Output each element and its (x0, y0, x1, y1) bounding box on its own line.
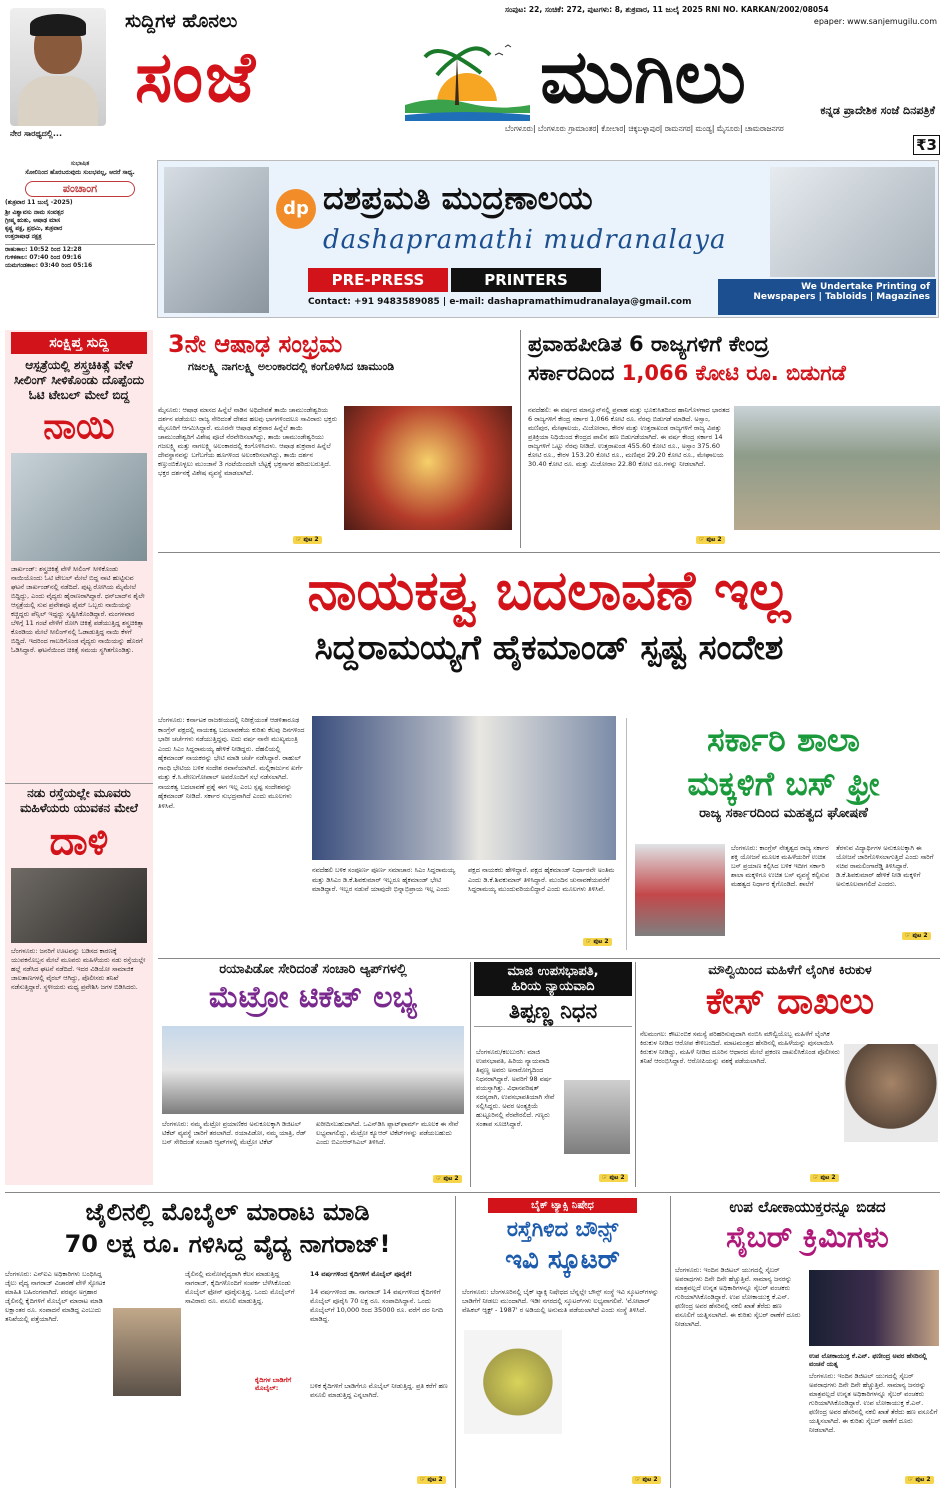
panchanga-times (5, 244, 155, 270)
sidebar-header: ಸಂಕ್ಷಿಪ್ತ ಸುದ್ದಿ (11, 332, 147, 354)
story-flood-body: ನವದೆಹಲಿ: ಈ ವರ್ಷದ ಮಾನ್ಸೂನ್‌ನಲ್ಲಿ ಪ್ರವಾಹ ಮತ್ತು ಭೂಕುಸಿತದಿಂದ ಹಾನಿಗೊಳಗಾದ ಭಾರತದ 6 ರಾಜ್ಯಗಳಿಗೆ ಕೇಂದ್ರ ಸರ್ಕಾರ 1,066 ಕೋಟಿ ರೂ. ನೆರವು ಬಿಡುಗಡೆ ಮಾಡಿದೆ. ಅಸ್ಸಾಂ, ಮಣಿಪುರ, ಮೇಘಾಲಯ, ಮಿಜೋರಾಂ, ಕೇರಳ ಮತ್ತು ಉತ್ತರಾಖಂಡ ರಾಜ್ಯಗಳಿಗೆ ರಾಜ್ಯ ವಿಪತ್ತು ಪ್ರತಿಕ್ರಿಯಾ ನಿಧಿಯಿಂದ ಕೇಂದ್ರದ ಪಾಲಿನ ಹಣ ಬಿಡುಗಡೆಯಾಗಿದೆ. ಈ ವರ್ಷ ಕೇಂದ್ರ ಸರ್ಕಾರ 14 ರಾಜ್ಯಗಳಿಗೆ ಒಟ್ಟು ನೆರವು ನೀಡಿದೆ. ಉತ್ತರಾಖಂಡ 455.60 ಕೋಟಿ ರೂ., ಅಸ್ಸಾಂ 375.60 ಕೋಟಿ ರೂ., ಕೇರಳ 153.20 ಕೋಟಿ ರೂ., ಮಣಿಪುರ 29.20 ಕೋಟಿ ರೂ., ಮೇಘಾಲಯ 30.40 ಕೋಟಿ ರೂ. ಮತ್ತು ಮಿಜೋರಾಂ 22.80 ಕೋಟಿ ರೂ.ಗಳನ್ನು ನೀಡಲಾಗಿದೆ. (528, 406, 730, 468)
sidebar-story1-big: ನಾಯಿ (43, 406, 115, 447)
story-case-filed (640, 962, 940, 1187)
obituary-headline-2: ಹಿರಿಯ ನ್ಯಾಯವಾದಿ (511, 979, 595, 994)
story-flood-headline-1: ಪ್ರವಾಹಪೀಡಿತ 6 ರಾಜ್ಯಗಳಿಗೆ ಕೇಂದ್ರ (528, 332, 769, 356)
jail-side-head: ಕೈದಿಗಳ ಬಾಡಿಗೆಗೆ ಮೊಬೈಲ್: (255, 1376, 292, 1392)
epaper-link[interactable]: epaper: www.sanjemugilu.com (813, 17, 937, 26)
rahukala: ರಾಹುಕಾಲ: 10:52 ರಿಂದ 12:28 (5, 244, 155, 254)
story-cyber-crime (675, 1196, 940, 1488)
story-ashadha-more[interactable]: ☞ ಪುಟ 2 (293, 536, 322, 544)
story-metro-body: ಬೆಂಗಳೂರು: ನಮ್ಮ ಮೆಟ್ರೋ ಪ್ರಯಾಣಿಕರ ಅನುಕೂಲಕ್ಕಾಗಿ ಡಿಜಿಟಲ್ ಟಿಕೆಟ್ ವ್ಯವಸ್ಥೆ ಜಾರಿಗೆ ತರಲಾಗಿದೆ. ರಯಾಪಿಡೋ, ನಮ್ಮ ಯಾತ್ರಿ, ರೆಡ್ ಬಸ್ ಸೇರಿದಂತೆ ಸಂಚಾರಿ ಆ್ಯಪ್‌ಗಳಲ್ಲಿ ಮೆಟ್ರೋ ಟಿಕೆಟ್ ಖರೀದಿಸಬಹುದಾಗಿದೆ. ಒಎನ್‌ಡಿಸಿ ಪ್ಲಾಟ್‌ಫಾರ್ಮ್ ಮೂಲಕ ಈ ಸೇವೆ ಲಭ್ಯವಾಗಲಿದ್ದು, ಮೆಟ್ರೋ ಕ್ಯೂಆರ್ ಟಿಕೆಟ್‌ಗಳನ್ನು ಪಡೆಯಬಹುದು ಎಂದು ಬಿಎಂಆರ್‌ಸಿಎಲ್ ತಿಳಿಸಿದೆ. (162, 1120, 459, 1146)
quote-heading: ಸುಭಾಷಿತ (70, 160, 90, 167)
chamundi-photo (344, 406, 512, 530)
sidebar-story2-big: ದಾಳಿ (49, 819, 109, 863)
ad-contact: Contact: +91 9483589085 | e-mail: dashapramathimudranalaya@gmail.com (308, 297, 692, 307)
story-bus-headline-1: ಸರ್ಕಾರಿ ಶಾಲಾ (707, 720, 860, 759)
cyber-photo (809, 1270, 939, 1346)
obituary-head-box (474, 962, 632, 996)
school-bus-photo (635, 844, 725, 936)
story-metro-headline-1: ರಯಾಪಿಡೋ ಸೇರಿದಂತೆ ಸಂಚಾರಿ ಆ್ಯಪ್‌ಗಳಲ್ಲಿ (219, 962, 407, 977)
story-bus-headline-2: ಮಕ್ಕಳಿಗೆ ಬಸ್ ಫ್ರೀ (687, 764, 880, 803)
story-bus-more[interactable]: ☞ ಪುಟ 2 (902, 932, 931, 940)
flood-photo (734, 406, 940, 530)
story-ashadha-subhead: ಗಜಲಕ್ಷ್ಮಿ ನಾಗಲಕ್ಷ್ಮಿ ಅಲಂಕಾರದಲ್ಲಿ ಕಂಗೊಳಿಸಿದ ಚಾಮುಂಡಿ (188, 360, 395, 373)
cyber-more[interactable]: ☞ ಪುಟ 2 (905, 1476, 934, 1484)
masthead-tagline: ಸುದ್ದಿಗಳ ಹೊನಲು (125, 10, 238, 32)
story-metro-more[interactable]: ☞ ಪುಟ 2 (433, 1175, 462, 1183)
bounce-badge: ಬೈಕ್ ಟ್ಯಾಕ್ಸಿ ನಿಷೇಧ (488, 1198, 637, 1213)
ad-services-box (718, 279, 936, 315)
bounce-headline-2: ಇವಿ ಸ್ಕೂಟರ್ (505, 1245, 620, 1275)
obituary-headline-3: ತಿಪ್ಪಣ್ಣ ನಿಧನ (474, 996, 632, 1027)
story-flood-relief (528, 330, 940, 548)
story-ashadha-headline: 3ನೇ ಆಷಾಢ ಸಂಭ್ರಮ (168, 330, 343, 358)
bounce-more[interactable]: ☞ ಪುಟ 2 (632, 1476, 661, 1484)
masthead-title-left: ಸಂಜೆ (135, 36, 258, 118)
story-bounce-scooter (460, 1196, 665, 1488)
obituary-body: ಬೆಂಗಳೂರು/ಕಲಬುರಗಿ: ಮಾಜಿ ಉಪಸಭಾಪತಿ, ಹಿರಿಯ ನ್ಯಾಯವಾದಿ ತಿಪ್ಪಣ್ಣ ಅವರು ಅನಾರೋಗ್ಯದಿಂದ ನಿಧನರಾಗಿದ್ದಾರೆ. ಅವರಿಗೆ 98 ವರ್ಷ ವಯಸ್ಸಾಗಿತ್ತು. ವಿಧಾನಪರಿಷತ್ ಸದಸ್ಯರಾಗಿ, ಉಪಸಭಾಪತಿಯಾಗಿ ಸೇವೆ ಸಲ್ಲಿಸಿದ್ದರು. ಅವರ ಅಂತ್ಯಕ್ರಿಯೆ ಹುಟ್ಟೂರಿನಲ್ಲಿ ನೆರವೇರಲಿದೆ. ಗಣ್ಯರು ಸಂತಾಪ ಸೂಚಿಸಿದ್ದಾರೆ. (476, 1048, 555, 1128)
panchanga-title: ಪಂಚಾಂಗ (25, 181, 135, 197)
sidebar-story1-headline: ಆಸ್ಪತ್ರೆಯಲ್ಲಿ ಶಸ್ತ್ರಚಿಕಿತ್ಸೆ ವೇಳೆ ಸೀಲಿಂಗ್ ಸೀಳಿಕೊಂಡು ದೊಪ್ಪೆಂದು ಓಟಿ ಟೇಬಲ್ ಮೇಲೆ ಬಿದ್ದ (13, 358, 145, 402)
issue-line: ಸಂಪುಟ: 22, ಸಂಚಿಕೆ: 272, ಪುಟಗಳು: 8, ಶುಕ್ರವಾರ, 11 ಜುಲೈ 2025 RNI NO. KARKAN/2002/08054 (505, 5, 829, 14)
cyber-subhead: ಉಪ ಲೋಕಾಯುಕ್ತ ಕೆ.ಎನ್. ಫಣೀಂದ್ರ ಅವರ ಹೆಸರಿನಲ್ಲಿ ವಂಚನೆ ಯತ್ನ (809, 1352, 927, 1368)
ad-press-photo-right (770, 167, 935, 277)
case-body: ನೆಲಮಂಗಲ: ಕೌಟುಂಬಿಕ ಸಮಸ್ಯೆ ಪರಿಹರಿಸುವುದಾಗಿ ನಂಬಿಸಿ ಮೌಲ್ವಿಯೊಬ್ಬ ಮಹಿಳೆಗೆ ಲೈಂಗಿಕ ಕಿರುಕುಳ ನೀಡಿದ ಆರೋಪ ಕೇಳಿಬಂದಿದೆ. ಮಾಟಮಂತ್ರದ ಹೆಸರಿನಲ್ಲಿ ಮಹಿಳೆಯನ್ನು ಪುಸಲಾಯಿಸಿ ಕಿರುಕುಳ ನೀಡಿದ್ದು, ಮಹಿಳೆ ನೀಡಿದ ದೂರಿನ ಆಧಾರದ ಮೇಲೆ ಪ್ರಕರಣ ದಾಖಲಿಸಿಕೊಂಡ ಪೊಲೀಸರು ತನಿಖೆ ಆರಂಭಿಸಿದ್ದಾರೆ. ಆರೋಪಿಯನ್ನು ವಶಕ್ಕೆ ಪಡೆಯಲಾಗಿದೆ. (640, 1030, 840, 1065)
obituary-headline-1: ಮಾಜಿ ಉಪಸಭಾಪತಿ, (507, 964, 599, 979)
story-jail-mobile (5, 1196, 450, 1488)
story-flood-headline-2b: 1,066 ಕೋಟಿ ರೂ. ಬಿಡುಗಡೆ (621, 361, 846, 385)
story-obituary (474, 962, 632, 1187)
story-ashadha (158, 330, 516, 548)
ad-press-photo-left (164, 167, 269, 313)
cyber-body-2: ಬೆಂಗಳೂರು: ಇಂದಿನ ಡಿಜಿಟಲ್ ಯುಗದಲ್ಲಿ ಸೈಬರ್ ಅಪರಾಧಗಳು ದಿನೇ ದಿನೇ ಹೆಚ್ಚುತ್ತಿವೆ. ಸಾಮಾನ್ಯ ಜನರನ್ನು ಮಾತ್ರವಲ್ಲದೆ ಉನ್ನತ ಅಧಿಕಾರಿಗಳನ್ನೂ ಸೈಬರ್ ವಂಚಕರು ಗುರಿಯಾಗಿಸಿಕೊಂಡಿದ್ದಾರೆ. ಉಪ ಲೋಕಾಯುಕ್ತ ಕೆ.ಎನ್. ಫಣೀಂದ್ರ ಅವರ ಹೆಸರಿನಲ್ಲಿ ನಕಲಿ ಖಾತೆ ತೆರೆದು ಹಣ ವಸೂಲಿಗೆ ಯತ್ನಿಸಲಾಗಿದೆ. ಈ ಕುರಿತು ಸೈಬರ್ ಠಾಣೆಗೆ ದೂರು ನೀಡಲಾಗಿದೆ. (809, 1372, 938, 1434)
editor-caption: ನೇರ ಸಾರಥ್ಯದಲ್ಲಿ... (10, 129, 62, 138)
ad-name-english: dashapramathi mudranalaya (323, 225, 727, 255)
panchanga-box (5, 160, 155, 325)
ad-services-line2: Newspapers | Tabloids | Magazines (753, 292, 930, 302)
jail-body-2: ಜೈಲಿನಲ್ಲಿ ಮನೋವೈದ್ಯರಾಗಿ ಕೆಲಸ ಮಾಡುತ್ತಿದ್ದ ನಾಗರಾಜ್, ಕೈದಿಗಳೊಂದಿಗೆ ಸಂಪರ್ಕ ಬೆಳೆಸಿಕೊಂಡು ಮೊಬೈಲ್ ಫೋನ್ ಪೂರೈಸುತ್ತಿದ್ದ. ಒಂದು ಮೊಬೈಲ್‌ಗೆ ಸಾವಿರಾರು ರೂ. ವಸೂಲಿ ಮಾಡುತ್ತಿದ್ದ. (185, 1270, 295, 1305)
price-badge: ₹3 (913, 135, 940, 155)
jail-headline-1: ಜೈಲಿನಲ್ಲಿ ಮೊಬೈಲ್ ಮಾರಾಟ ಮಾಡಿ (85, 1198, 370, 1226)
lead-headline: ನಾಯಕತ್ವ ಬದಲಾವಣೆ ಇಲ್ಲ (307, 559, 791, 622)
bounce-headline-1: ರಸ್ತೆಗಿಳಿದ ಬೌನ್ಸ್ (506, 1217, 619, 1241)
printer-ad[interactable] (157, 160, 939, 318)
yamagandakala: ಯಮಗಂಡಕಾಲ: 03:40 ರಿಂದ 05:16 (5, 262, 93, 269)
sidebar-story1-body: ಜಾರ್ಖಂಡ್: ಶಸ್ತ್ರಚಿಕಿತ್ಸೆ ವೇಳೆ ಸೀಲಿಂಗ್ ಸೀಳಿಕೊಂಡು ನಾಯಿಯೊಂದು ಓಟಿ ಟೇಬಲ್ ಮೇಲೆ ಬಿದ್ದ ನಾಟಿ ಹುಟ್ಟಿಸುವ ಘಟನೆ ಜಾರ್ಖಂಡ್‌ನಲ್ಲಿ ನಡೆದಿದೆ. ಪುಟ್ಟ ರೋಗಿಯ ಮೈಮೇಲೆ ಬಿದ್ದಿದ್ದು, ಎಂದು ವೈದ್ಯರು ಹೈರಾಣರಾಗಿದ್ದಾರೆ. ಧನ್‌ಬಾದ್‌ನ ಶೈಲೇ ಆಸ್ಪತ್ರೆಯಲ್ಲಿ ಸುವ ಪ್ರವೇಶವೂ ಫೈಮ್ ಒಬ್ಬರು ನಾಯಿಯನ್ನು ಕಚ್ಚಿದ್ದರು ಪೆನ್ಸಿಲ್ ಇದ್ದದ್ದು ಸೃಷ್ಟಿಸಿಕೊಂಡಿದ್ದಾರೆ. ಮಂಗಳವಾರ ಬೆಳಿಗ್ಗೆ 11 ಗಂಟೆ ವೇಳೆಗೆ ರೋಗಿ ಚಿಕಿತ್ಸೆ ಪಡೆಯುತ್ತಿದ್ದ ಶಸ್ತ್ರಚಿಕಿತ್ಸಾ ಕೊಠಡಿಯ ಮೇಲೆ ಸೀಲಿಂಗ್‌ನಲ್ಲಿ ಓಡಾಡುತ್ತಿದ್ದ ನಾಯಿ ಕೆಳಗೆ ಬಿದ್ದಿದೆ. ಇದರಿಂದ ಗಾಬರಿಗೊಂಡ ವೈದ್ಯರು ನಾಯಿಯನ್ನು ಹೊರಗೆ ಓಡಿಸಿದ್ದಾರೆ. ಘಟನೆಯಿಂದ ಚಿಕಿತ್ಸೆ ಸಮಯ ಸ್ಥಗಿತಗೊಂಡಿತ್ತು. (11, 565, 145, 654)
doctor-nagaraj-photo (113, 1308, 181, 1396)
lead-more[interactable]: ☞ ಪುಟ 2 (583, 938, 612, 946)
jail-body-4: ಬಳಿಕ ಕೈದಿಗಳಿಗೆ ಬಾಡಿಗೆಗೂ ಮೊಬೈಲ್ ನೀಡುತ್ತಿದ್ದ. ಪ್ರತಿ ಕರೆಗೆ ಹಣ ವಸೂಲಿ ಮಾಡುತ್ತಿದ್ದ ಎನ್ನಲಾಗಿದೆ. (310, 1382, 448, 1399)
metro-event-photo (162, 1026, 464, 1114)
bounce-body: ಬೆಂಗಳೂರು: ಬೆಂಗಳೂರಿನಲ್ಲಿ ಬೈಕ್ ಟ್ಯಾಕ್ಸಿ ನಿಷೇಧದ ಬೆನ್ನಲ್ಲೇ ಬೌನ್ಸ್ ಸಂಸ್ಥೆ ಇವಿ ಸ್ಕೂಟರ್‌ಗಳನ್ನು ಬಾಡಿಗೆಗೆ ನೀಡಲು ಮುಂದಾಗಿದೆ. ಇಡೀ ನಗರದಲ್ಲಿ ಸ್ಕೂಟರ್‌ಗಳು ಲಭ್ಯವಾಗಲಿವೆ. 'ಮೋಟಾರ್ ವೆಹಿಕಲ್ ಆ್ಯಕ್ಟ್ - 1987' ರ ಅಡಿಯಲ್ಲಿ ಅನುಮತಿ ಪಡೆಯಲಾಗಿದೆ ಎಂದು ಸಂಸ್ಥೆ ತಿಳಿಸಿದೆ. (462, 1288, 659, 1314)
story-flood-headline-2a: ಸರ್ಕಾರದಿಂದ (528, 361, 615, 385)
jail-body-3: 14 ವರ್ಷಗಳಿಂದ ಡಾ. ನಾಗರಾಜ್ 14 ವರ್ಷಗಳಿಂದ ಕೈದಿಗಳಿಗೆ ಮೊಬೈಲ್ ಪೂರೈಸಿ 70 ಲಕ್ಷ ರೂ. ಸಂಪಾದಿಸಿದ್ದಾನೆ. ಒಂದು ಮೊಬೈಲ್‌ಗೆ 10,000 ರಿಂದ 35000 ರೂ. ವರೆಗೆ ದರ ನಿಗದಿ ಮಾಡಿದ್ದ. (310, 1288, 444, 1323)
cyber-headline-1: ಉಪ ಲೋಕಾಯುಕ್ತರನ್ನೂ ಬಿಡದ (729, 1198, 886, 1216)
panchanga-item: ಉತ್ತರಾಷಾಢ ನಕ್ಷತ್ರ (5, 233, 42, 240)
jail-column-head: 14 ವರ್ಷಗಳಿಂದ ಕೈದಿಗಳಿಗೆ ಮೊಬೈಲ್ ಪೂರೈಕೆ! (310, 1270, 413, 1278)
regions-line: ಬೆಂಗಳೂರು| ಬೆಂಗಳೂರು ಗ್ರಾಮಾಂತರ| ಕೋಲಾರ| ಚಿಕ್ಕಬಳ್ಳಾಪುರ| ರಾಮನಗರ| ಮಂಡ್ಯ| ಮೈಸೂರು| ಚಾಮರಾಜನಗರ (505, 124, 784, 133)
lead-photo (312, 716, 616, 860)
story-free-bus (626, 718, 940, 950)
jail-body-1: ಬೆಂಗಳೂರು: ಎನ್‌ಐಎ ಅಧಿಕಾರಿಗಳು ಬಂಧಿಸಿದ್ದ ಜೈಲು ವೈದ್ಯ ನಾಗರಾಜ್ ವಿಚಾರಣೆ ವೇಳೆ ಸ್ಫೋಟಕ ಮಾಹಿತಿ ಬಹಿರಂಗವಾಗಿದೆ. ಪರಪ್ಪನ ಅಗ್ರಹಾರ ಜೈಲಿನಲ್ಲಿ ಕೈದಿಗಳಿಗೆ ಮೊಬೈಲ್ ಮಾರಾಟ ಮಾಡಿ ಲಕ್ಷಾಂತರ ರೂ. ಸಂಪಾದನೆ ಮಾಡಿದ್ದ ಎಂಬುದು ತನಿಖೆಯಲ್ಲಿ ಪತ್ತೆಯಾಗಿದೆ. (5, 1270, 106, 1323)
ad-logo: dp (276, 189, 316, 229)
jail-more[interactable]: ☞ ಪುಟ 2 (417, 1476, 446, 1484)
case-headline-2: ಕೇಸ್ ದಾಖಲು (705, 981, 875, 1022)
masthead-title-right: ಮುಗಿಲು (540, 34, 746, 120)
story-flood-headline-2 (528, 358, 940, 388)
panchanga-item: ಶ್ರೀ ವಿಶ್ವಾವಸು ನಾಮ ಸಂವತ್ಸರ (5, 209, 64, 216)
panchanga-item: ಕೃಷ್ಣ ಪಕ್ಷ, ಪ್ರಥಮಿ, ಶುಕ್ರವಾರ (5, 225, 63, 232)
case-headline-1: ಮೌಲ್ವಿಯಿಂದ ಮಹಿಳೆಗೆ ಲೈಂಗಿಕ ಕಿರುಕುಳ (708, 962, 872, 977)
cyber-body: ಬೆಂಗಳೂರು: ಇಂದಿನ ಡಿಜಿಟಲ್ ಯುಗದಲ್ಲಿ ಸೈಬರ್ ಅಪರಾಧಗಳು ದಿನೇ ದಿನೇ ಹೆಚ್ಚುತ್ತಿವೆ. ಸಾಮಾನ್ಯ ಜನರನ್ನು ಮಾತ್ರವಲ್ಲದೆ ಉನ್ನತ ಅಧಿಕಾರಿಗಳನ್ನೂ ಸೈಬರ್ ವಂಚಕರು ಗುರಿಯಾಗಿಸಿಕೊಂಡಿದ್ದಾರೆ. ಉಪ ಲೋಕಾಯುಕ್ತ ಕೆ.ಎನ್. ಫಣೀಂದ್ರ ಅವರ ಹೆಸರಿನಲ್ಲಿ ನಕಲಿ ಖಾತೆ ತೆರೆದು ಹಣ ವಸೂಲಿಗೆ ಯತ್ನಿಸಲಾಗಿದೆ. ಈ ಕುರಿತು ಸೈಬರ್ ಠಾಣೆಗೆ ದೂರು ನೀಡಲಾಗಿದೆ. (675, 1266, 801, 1328)
sidebar-story2-photo (11, 868, 147, 943)
quote-text: ಸೋಲಿನಿಂದ ಹೊರಬರುವುದು ಸುಲಭವಲ್ಲ, ಆದರೆ ಸಾಧ್ಯ. (25, 169, 135, 176)
story-bus-subhead: ರಾಜ್ಯ ಸರ್ಕಾರದಿಂದ ಮಹತ್ವದ ಘೋಷಣೆ (699, 806, 868, 821)
ad-tag-printers: PRINTERS (451, 268, 601, 292)
ad-services-line1: We Undertake Printing of (801, 282, 930, 292)
story-metro-headline-2: ಮೆಟ್ರೋ ಟಿಕೆಟ್ ಲಭ್ಯ (208, 980, 418, 1015)
sidebar-story2-headline: ನಡು ರಸ್ತೆಯಲ್ಲೇ ಮೂವರು ಮಹಿಳೆಯರು ಯುವಕನ ಮೇಲೆ (5, 783, 153, 818)
story-ashadha-body: ಮೈಸೂರು: ಆಷಾಢ ಮಾಸದ ಹಿನ್ನೆಲೆ ನಾಡಿನ ಅಧಿದೇವತೆ ತಾಯಿ ಚಾಮುಂಡೇಶ್ವರಿಯ ದರ್ಶನ ಪಡೆಯಲು ರಾಜ್ಯ ಸೇರಿದಂತೆ ದೇಶದ ಹಲವು ಭಾಗಗಳಿಂದಲೂ ಸಾವಿರಾರು ಭಕ್ತರು ಮೈಸೂರಿಗೆ ಆಗಮಿಸಿದ್ದಾರೆ. ಮೂರನೇ ಆಷಾಢ ಶುಕ್ರವಾರ ಹಿನ್ನೆಲೆ ತಾಯಿ ಚಾಮುಂಡೇಶ್ವರಿಗೆ ವಿಶೇಷ ಪೂಜೆ ನೆರವೇರಿಸಲಾಗಿದ್ದು, ತಾಯಿ ಚಾಮುಂಡೇಶ್ವರಿಯು ಗಜಲಕ್ಷ್ಮಿ ಮತ್ತು ನಾಗಲಕ್ಷ್ಮಿ ಅಲಂಕಾರದಲ್ಲಿ ಕಂಗೊಳಿಸಿದಳು. ಆಷಾಢ ಶುಕ್ರವಾರ ಹಿನ್ನೆಲೆ ದೇವಸ್ಥಾನವನ್ನು ಬಗೆಬಗೆಯ ಹೂಗಳಿಂದ ಅಲಂಕರಿಸಲಾಗಿದ್ದು, ತಾಯಿ ದರ್ಶನ ಕಣ್ತುಂಬಿಕೊಳ್ಳಲು ಮುಂಜಾನೆ 3 ಗಂಟೆಯಿಂದಲೇ ಬೆಟ್ಟಕ್ಕೆ ಭಕ್ತಸಾಗರ ಹರಿದುಬರುತ್ತಿದೆ. ಭಕ್ತರ ದರ್ಶನಕ್ಕೆ ವಿಶೇಷ ವ್ಯವಸ್ಥೆ ಮಾಡಲಾಗಿದೆ. (158, 406, 338, 477)
jail-headline-2: 70 ಲಕ್ಷ ರೂ. ಗಳಿಸಿದ್ದ ವೈದ್ಯ ನಾಗರಾಜ್! (64, 1230, 391, 1258)
panchanga-item: ಗ್ರೀಷ್ಮ ಋತು, ಆಷಾಢ ಮಾಸ (5, 217, 61, 224)
case-more[interactable]: ☞ ಪುಟ 2 (810, 1174, 839, 1182)
sunset-logo (395, 35, 535, 130)
obituary-more[interactable]: ☞ ಪುಟ 2 (599, 1174, 628, 1182)
lead-body-mid: ನವದೆಹಲಿ ಬಳಿಕ ಸಂಪೂರ್ಣ ಪೂರ್ಣ ಸಮಾಚಾರ: ಸಿಎಂ ಸಿದ್ದರಾಮಯ್ಯ ಮತ್ತು ಡಿಸಿಎಂ ಡಿ.ಕೆ.ಶಿವಕುಮಾರ್ ಇಬ್ಬರೂ ಹೈಕಮಾಂಡ್ ಭೇಟಿ ಮಾಡಿದ್ದಾರೆ. ಇಬ್ಬರ ನಡುವೆ ಯಾವುದೇ ಭಿನ್ನಾಭಿಪ್ರಾಯ ಇಲ್ಲ ಎಂದು ಪಕ್ಷದ ನಾಯಕರು ಹೇಳಿದ್ದಾರೆ. ಪಕ್ಷದ ಹೈಕಮಾಂಡ್ ನಿರ್ಧಾರವೇ ಅಂತಿಮ ಎಂದು ಡಿ.ಕೆ.ಶಿವಕುಮಾರ್ ತಿಳಿಸಿದ್ದಾರೆ. ಮುಂದಿನ ಚುನಾವಣೆಯವರೆಗೆ ಸಿದ್ದರಾಮಯ್ಯ ಮುಂದುವರಿಯಲಿದ್ದಾರೆ ಎಂದು ಮೂಲಗಳು ತಿಳಿಸಿವೆ. (312, 866, 615, 893)
obituary-photo (564, 1080, 630, 1154)
story-metro-ticket (158, 962, 468, 1187)
story-bus-body: ಬೆಂಗಳೂರು: ಕಾಂಗ್ರೆಸ್ ನೇತೃತ್ವದ ರಾಜ್ಯ ಸರ್ಕಾರ ಶಕ್ತಿ ಯೋಜನೆ ಮೂಲಕ ಮಹಿಳೆಯರಿಗೆ ಉಚಿತ ಬಸ್ ಪ್ರಯಾಣ ಕಲ್ಪಿಸಿದ ಬಳಿಕ ಇದೀಗ ಸರ್ಕಾರಿ ಶಾಲಾ ಮಕ್ಕಳಿಗೂ ಉಚಿತ ಬಸ್ ವ್ಯವಸ್ಥೆ ಕಲ್ಪಿಸುವ ಮಹತ್ವದ ನಿರ್ಧಾರ ಕೈಗೊಂಡಿದೆ. ಶಾಲೆಗೆ ತೆರಳುವ ವಿದ್ಯಾರ್ಥಿಗಳ ಅನುಕೂಲಕ್ಕಾಗಿ ಈ ಯೋಜನೆ ಜಾರಿಗೊಳಿಸಲಾಗುತ್ತಿದೆ ಎಂದು ಸಾರಿಗೆ ಸಚಿವ ರಾಮಲಿಂಗಾರೆಡ್ಡಿ ತಿಳಿಸಿದ್ದಾರೆ. ಡಿ.ಕೆ.ಶಿವಕುಮಾರ್ ಹೇಳಿಕೆ ನೀಡಿ ಮಕ್ಕಳಿಗೆ ಅನುಕೂಲವಾಗಲಿದೆ ಎಂದರು. (731, 844, 934, 888)
story-flood-more[interactable]: ☞ ಪುಟ 2 (696, 536, 725, 544)
gulikakala: ಗುಳಿಕಕಾಲ: 07:40 ರಿಂದ 09:16 (5, 254, 82, 261)
sidebar (5, 330, 153, 1185)
panchanga-items (5, 209, 155, 241)
panchanga-date: (ಶುಕ್ರವಾರ 11 ಜುಲೈ -2025) (5, 199, 73, 206)
cyber-headline-2: ಸೈಬರ್ ಕ್ರಿಮಿಗಳು (726, 1220, 889, 1255)
sidebar-story2-body: ಬೆಂಗಳೂರು: ಜನರಿಗೆ ಊಟವನ್ನು ಬಡಿಸದ ಕಾರಣಕ್ಕೆ ಯುವಕನೊಬ್ಬನ ಮೇಲೆ ಮೂವರು ಮಹಿಳೆಯರು ನಡು ರಸ್ತೆಯಲ್ಲೇ ಹಲ್ಲೆ ನಡೆಸಿದ ಘಟನೆ ನಡೆದಿದೆ. ಇದರ ವಿಡಿಯೋ ಸಾಮಾಜಿಕ ಜಾಲತಾಣಗಳಲ್ಲಿ ವೈರಲ್ ಆಗಿದ್ದು, ಪೊಲೀಸರು ತನಿಖೆ ನಡೆಸುತ್ತಿದ್ದಾರೆ. ಸ್ಥಳೀಯರು ಮಧ್ಯ ಪ್ರವೇಶಿಸಿ ಜಗಳ ಬಿಡಿಸಿದರು. (11, 947, 146, 991)
ad-name-kannada: ದಶಪ್ರಮತಿ ಮುದ್ರಣಾಲಯ (323, 179, 593, 217)
editor-photo (10, 8, 106, 126)
ad-tag-prepress: PRE-PRESS (308, 268, 448, 292)
lead-body-left: ಬೆಂಗಳೂರು: ಕರ್ನಾಟಕ ರಾಜಕೀಯದಲ್ಲಿ ನಿರೀಕ್ಷೆಯಂತೆ ಆಡಳಿತಾರೂಢ ಕಾಂಗ್ರೆಸ್ ಪಕ್ಷದಲ್ಲಿ ನಾಯಕತ್ವ ಬದಲಾವಣೆಯ ಕುರಿತು ಕೆಲವು ದಿನಗಳಿಂದ ಭಾರೀ ಚರ್ಚೆಗಳು ನಡೆಯುತ್ತಿದ್ದವು. ಐದು ವರ್ಷ ನಾನೇ ಮುಖ್ಯಮಂತ್ರಿ ಎಂದು ಸಿಎಂ ಸಿದ್ದರಾಮಯ್ಯ ಹೇಳಿಕೆ ನೀಡಿದ್ದರು. ದೆಹಲಿಯಲ್ಲಿ ಹೈಕಮಾಂಡ್ ನಾಯಕರನ್ನು ಭೇಟಿ ಮಾಡಿ ಚರ್ಚೆ ನಡೆಸಿದ್ದಾರೆ. ರಾಹುಲ್ ಗಾಂಧಿ ಭೇಟಿಯ ಬಳಿಕ ಸಂದೇಶ ರವಾನೆಯಾಗಿದೆ. ಮಲ್ಲಿಕಾರ್ಜುನ ಖರ್ಗೆ ಮತ್ತು ಕೆ.ಸಿ.ವೇಣುಗೋಪಾಲ್ ಅವರೊಂದಿಗೆ ಸಭೆ ನಡೆಸಲಾಗಿದೆ. ನಾಯಕತ್ವ ಬದಲಾವಣೆ ಪ್ರಶ್ನೆ ಈಗ ಇಲ್ಲ ಎಂಬ ಸ್ಪಷ್ಟ ಸಂದೇಶವನ್ನು ಹೈಕಮಾಂಡ್ ನೀಡಿದೆ. ಸರ್ಕಾರ ಸುಭದ್ರವಾಗಿದೆ ಎಂದು ಮೂಲಗಳು ತಿಳಿಸಿವೆ. (158, 716, 305, 810)
masthead (0, 0, 945, 154)
masthead-subtitle: ಕನ್ನಡ ಪ್ರಾದೇಶಿಕ ಸಂಜೆ ದಿನಪತ್ರಿಕೆ (820, 104, 935, 117)
case-accused-photo (844, 1044, 938, 1142)
lead-subhead: ಸಿದ್ದರಾಮಯ್ಯಗೆ ಹೈಕಮಾಂಡ್ ಸ್ಪಷ್ಟ ಸಂದೇಶ (314, 628, 784, 668)
sidebar-story1-photo (11, 453, 147, 561)
scooter-photo (464, 1330, 562, 1434)
